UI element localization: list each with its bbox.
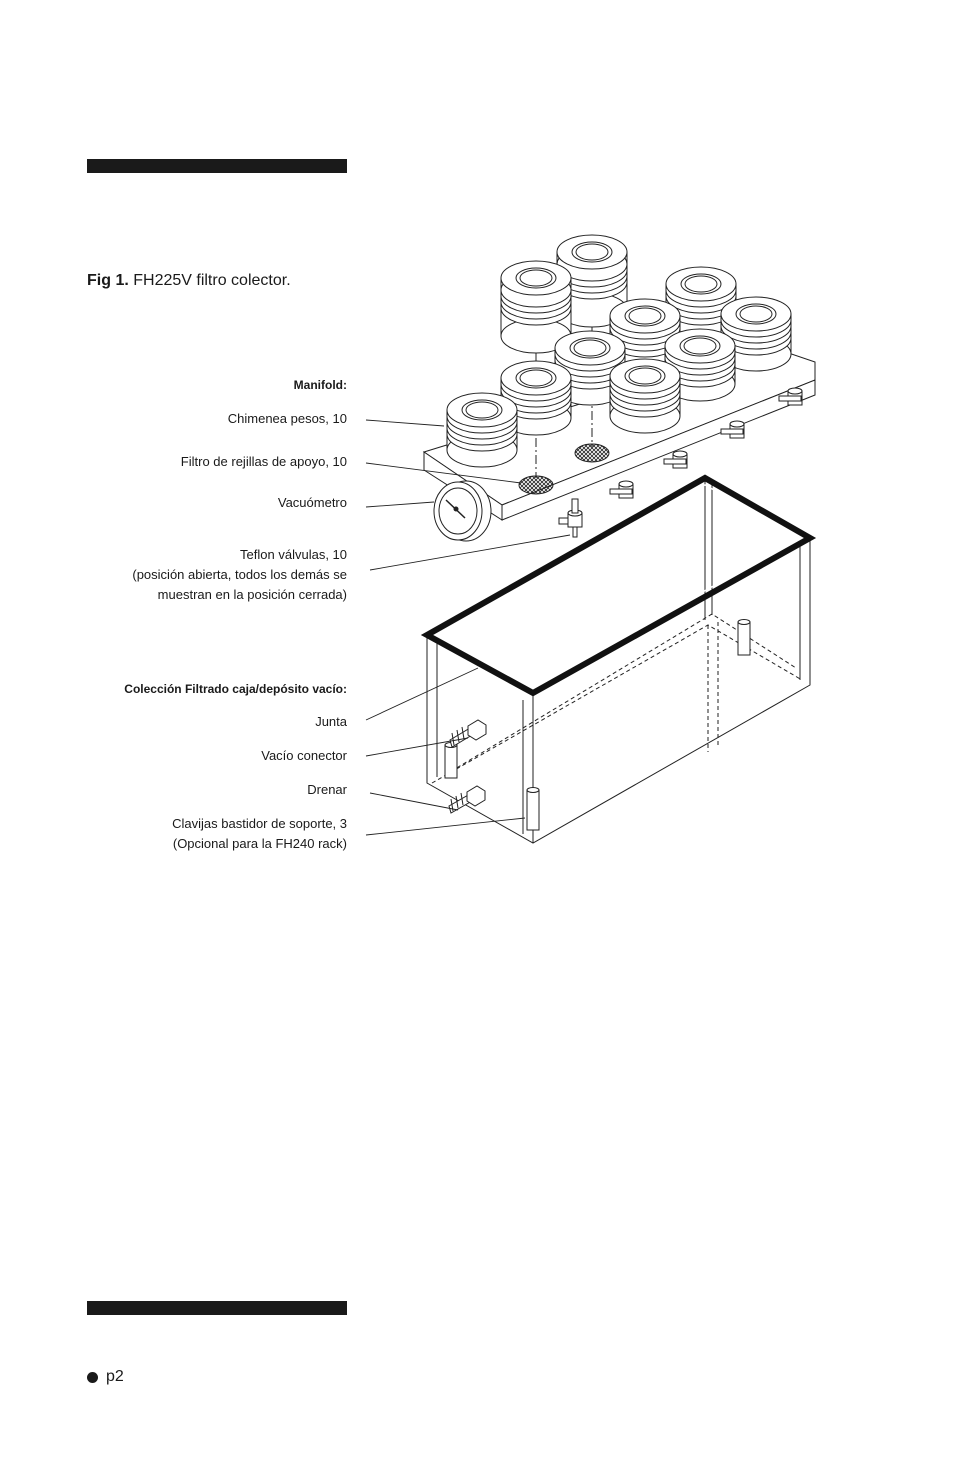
label-filter-screens: Filtro de rejillas de apoyo, 10 <box>180 454 347 469</box>
label-gasket: Junta <box>315 714 347 729</box>
bullet-dot-icon <box>87 1372 98 1383</box>
reservoir-heading: Colección Filtrado caja/depósito vacío: <box>124 682 347 696</box>
page-number-text: p2 <box>106 1368 124 1385</box>
page-number <box>87 1368 124 1386</box>
manifold-heading: Manifold: <box>293 378 347 392</box>
label-chimneys: Chimenea pesos, 10 <box>227 411 347 426</box>
label-valves-line1: Teflon válvulas, 10 <box>240 547 347 562</box>
label-vacuum-connector: Vacío conector <box>261 748 347 763</box>
label-valves-line3: muestran en la posición cerrada) <box>157 587 347 602</box>
vacuum-gauge-drawing <box>434 481 491 541</box>
bottom-rule <box>87 1301 347 1315</box>
figure-number: Fig 1. <box>87 272 129 289</box>
figure-title: FH225V filtro colector. <box>133 272 291 289</box>
label-vacuum-gauge: Vacuómetro <box>277 495 347 510</box>
label-rack-pins-line1: Clavijas bastidor de soporte, 3 <box>172 816 347 831</box>
vacuum-connector <box>450 720 486 747</box>
label-valves-line2: (posición abierta, todos los demás se <box>132 567 347 582</box>
label-drain: Drenar <box>307 782 347 797</box>
label-rack-pins-line2: (Opcional para la FH240 rack) <box>172 836 347 851</box>
